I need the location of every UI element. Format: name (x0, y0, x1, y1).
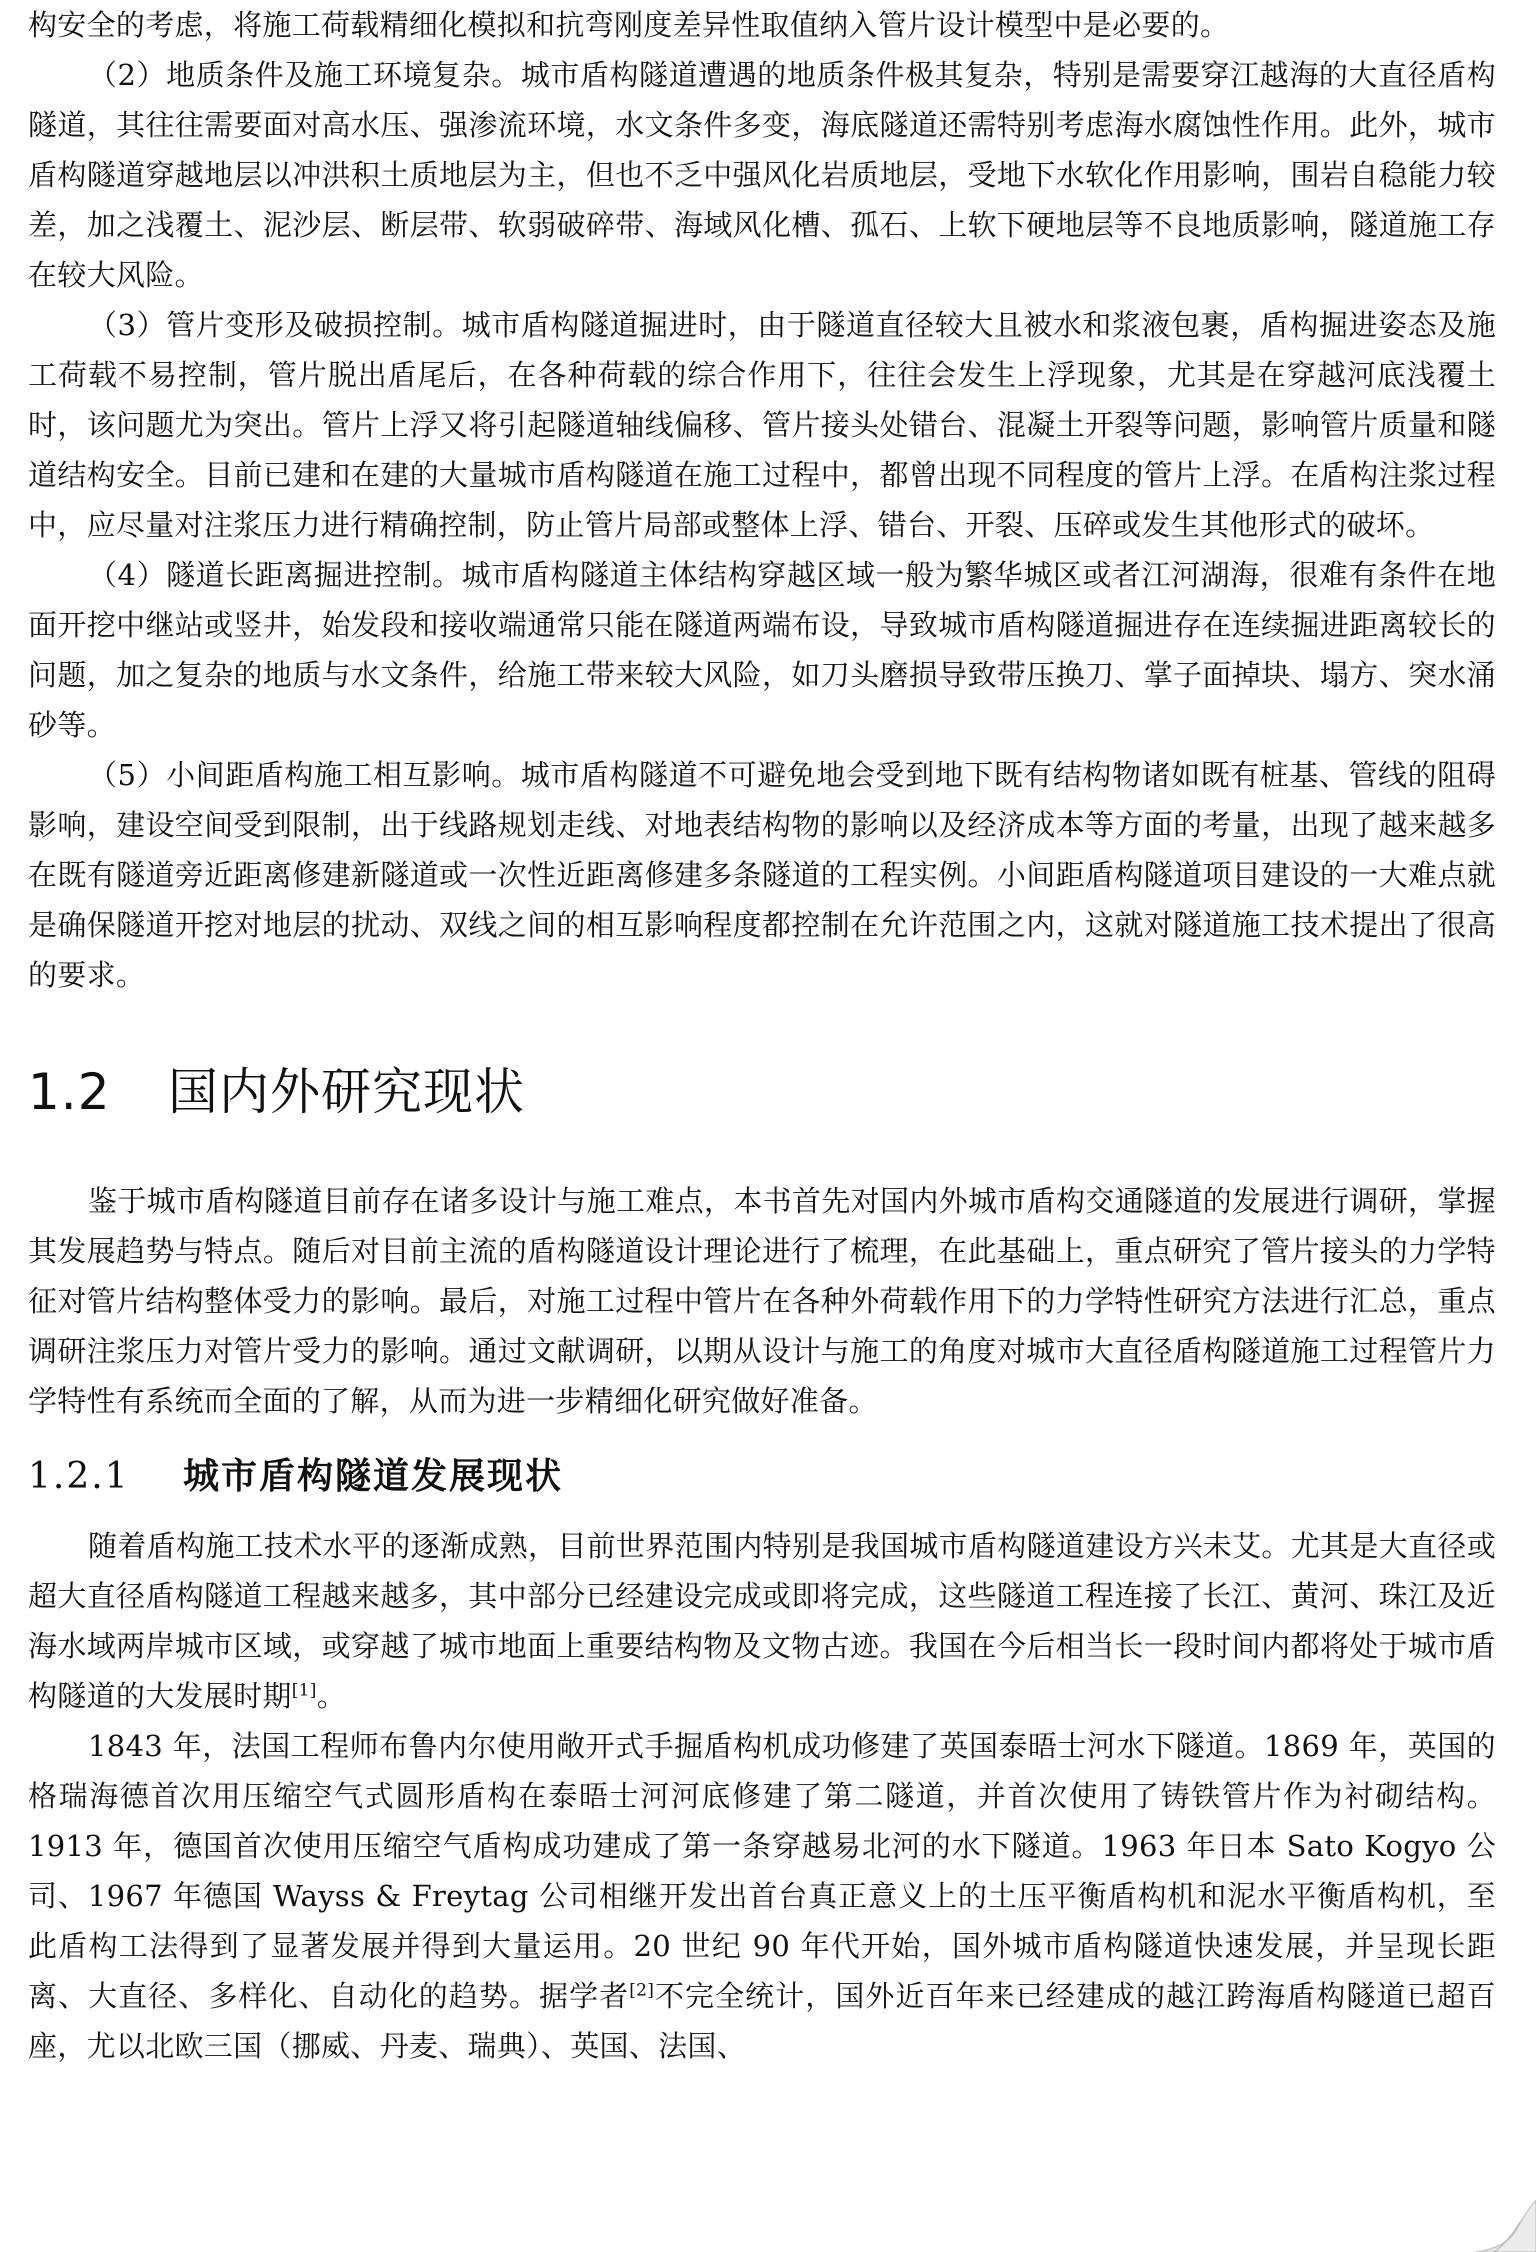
section-title: 国内外研究现状 (168, 1063, 525, 1121)
paragraph-continuation: 构安全的考虑，将施工荷载精细化模拟和抗弯刚度差异性取值纳入管片设计模型中是必要的。 (28, 8, 1230, 42)
section-number: 1.2 (28, 1063, 111, 1121)
paragraph-small-spacing: （5）小间距盾构施工相互影响。城市盾构隧道不可避免地会受到地下既有结构物诸如既有桩基、管线的阻碍影响，建设空间受到限制，出于线路规划走线、对地表结构物的影响以及经济成本等方面的考量，出现了越来越多在既有隧道旁近距离修建新隧道或一次性近距离修建多条隧道的工程实例。小间距盾构隧道项目建设的一大难点就是确保隧道开挖对地层的扰动、双线之间的相互影响程度都控制在允许范围之内，这就对隧道施工技术提出了很高的要求。 (28, 758, 1496, 992)
paragraph-section-intro: 鉴于城市盾构隧道目前存在诸多设计与施工难点，本书首先对国内外城市盾构交通隧道的发展进行调研，掌握其发展趋势与特点。随后对目前主流的盾构隧道设计理论进行了梳理，在此基础上，重点研究了管片接头的力学特征对管片结构整体受力的影响。最后，对施工过程中管片在各种外荷载作用下的力学特性研究方法进行汇总，重点调研注浆压力对管片受力的影响。通过文献调研，以期从设计与施工的角度对城市大直径盾构隧道施工过程管片力学特性有系统而全面的了解，从而为进一步精细化研究做好准备。 (28, 1184, 1496, 1418)
document-page (28, 0, 1496, 2071)
citation-ref: [1] (291, 1680, 317, 1701)
paragraph-history (28, 1721, 1496, 2071)
paragraph-text: 随着盾构施工技术水平的逐渐成熟，目前世界范围内特别是我国城市盾构隧道建设方兴未艾。尤其是大直径或超大直径盾构隧道工程越来越多，其中部分已经建设完成或即将完成，这些隧道工程连接了长江、黄河、珠江及近海水域两岸城市区域，或穿越了城市地面上重要结构物及文物古迹。我国在今后相当长一段时间内都将处于城市盾构隧道的大发展时期 (28, 1529, 1496, 1713)
section-heading (28, 1052, 1496, 1124)
paragraph-segment-deformation: （3）管片变形及破损控制。城市盾构隧道掘进时，由于隧道直径较大且被水和浆液包裹，盾构掘进姿态及施工荷载不易控制，管片脱出盾尾后，在各种荷载的综合作用下，往往会发生上浮现象，尤其是在穿越河底浅覆土时，该问题尤为突出。管片上浮又将引起隧道轴线偏移、管片接头处错台、混凝土开裂等问题，影响管片质量和隧道结构安全。目前已建和在建的大量城市盾构隧道在施工过程中，都曾出现不同程度的管片上浮。在盾构注浆过程中，应尽量对注浆压力进行精确控制，防止管片局部或整体上浮、错台、开裂、压碎或发生其他形式的破坏。 (28, 308, 1496, 542)
page-curl-graphic (1476, 2200, 1536, 2252)
paragraph-text: 1843 年，法国工程师布鲁内尔使用敞开式手掘盾构机成功修建了英国泰晤士河水下隧道。1869 年，英国的格瑞海德首次用压缩空气式圆形盾构在泰晤士河河底修建了第二隧道，并首次使用了铸铁管片作为衬砌结构。1913 年，德国首次使用压缩空气盾构成功建成了第一条穿越易北河的水下隧道。1963 年日本 Sato Kogyo 公司、1967 年德国 Wayss & Freytag 公司相继开发出首台真正意义上的土压平衡盾构机和泥水平衡盾构机，至此盾构工法得到了显著发展并得到大量运用。20 世纪 90 年代开始，国外城市盾构隧道快速发展，并呈现长距离、大直径、多样化、自动化的趋势。据学者 (28, 1729, 1496, 2013)
subsection-heading (28, 1448, 1496, 1499)
paragraph-text-end: 。 (316, 1679, 346, 1713)
subsection-number: 1.2.1 (28, 1456, 130, 1497)
paragraph-text-end: 不完全统计，国外近百年来已经建成的越江跨海盾构隧道已超百座，尤以北欧三国（挪威、丹麦、瑞典）、英国、法国、 (28, 1979, 1496, 2063)
paragraph-long-distance: （4）隧道长距离掘进控制。城市盾构隧道主体结构穿越区域一般为繁华城区或者江河湖海，很难有条件在地面开挖中继站或竖井，始发段和接收端通常只能在隧道两端布设，导致城市盾构隧道掘进存在连续掘进距离较长的问题，加之复杂的地质与水文条件，给施工带来较大风险，如刀头磨损导致带压换刀、掌子面掉块、塌方、突水涌砂等。 (28, 558, 1496, 742)
paragraph-development (28, 1521, 1496, 1721)
subsection-title: 城市盾构隧道发展现状 (183, 1455, 564, 1497)
citation-ref: [2] (629, 1980, 655, 2001)
paragraph-geology: （2）地质条件及施工环境复杂。城市盾构隧道遭遇的地质条件极其复杂，特别是需要穿江越海的大直径盾构隧道，其往往需要面对高水压、强渗流环境，水文条件多变，海底隧道还需特别考虑海水腐蚀性作用。此外，城市盾构隧道穿越地层以冲洪积土质地层为主，但也不乏中强风化岩质地层，受地下水软化作用影响，围岩自稳能力较差，加之浅覆土、泥沙层、断层带、软弱破碎带、海域风化槽、孤石、上软下硬地层等不良地质影响，隧道施工存在较大风险。 (28, 58, 1496, 292)
